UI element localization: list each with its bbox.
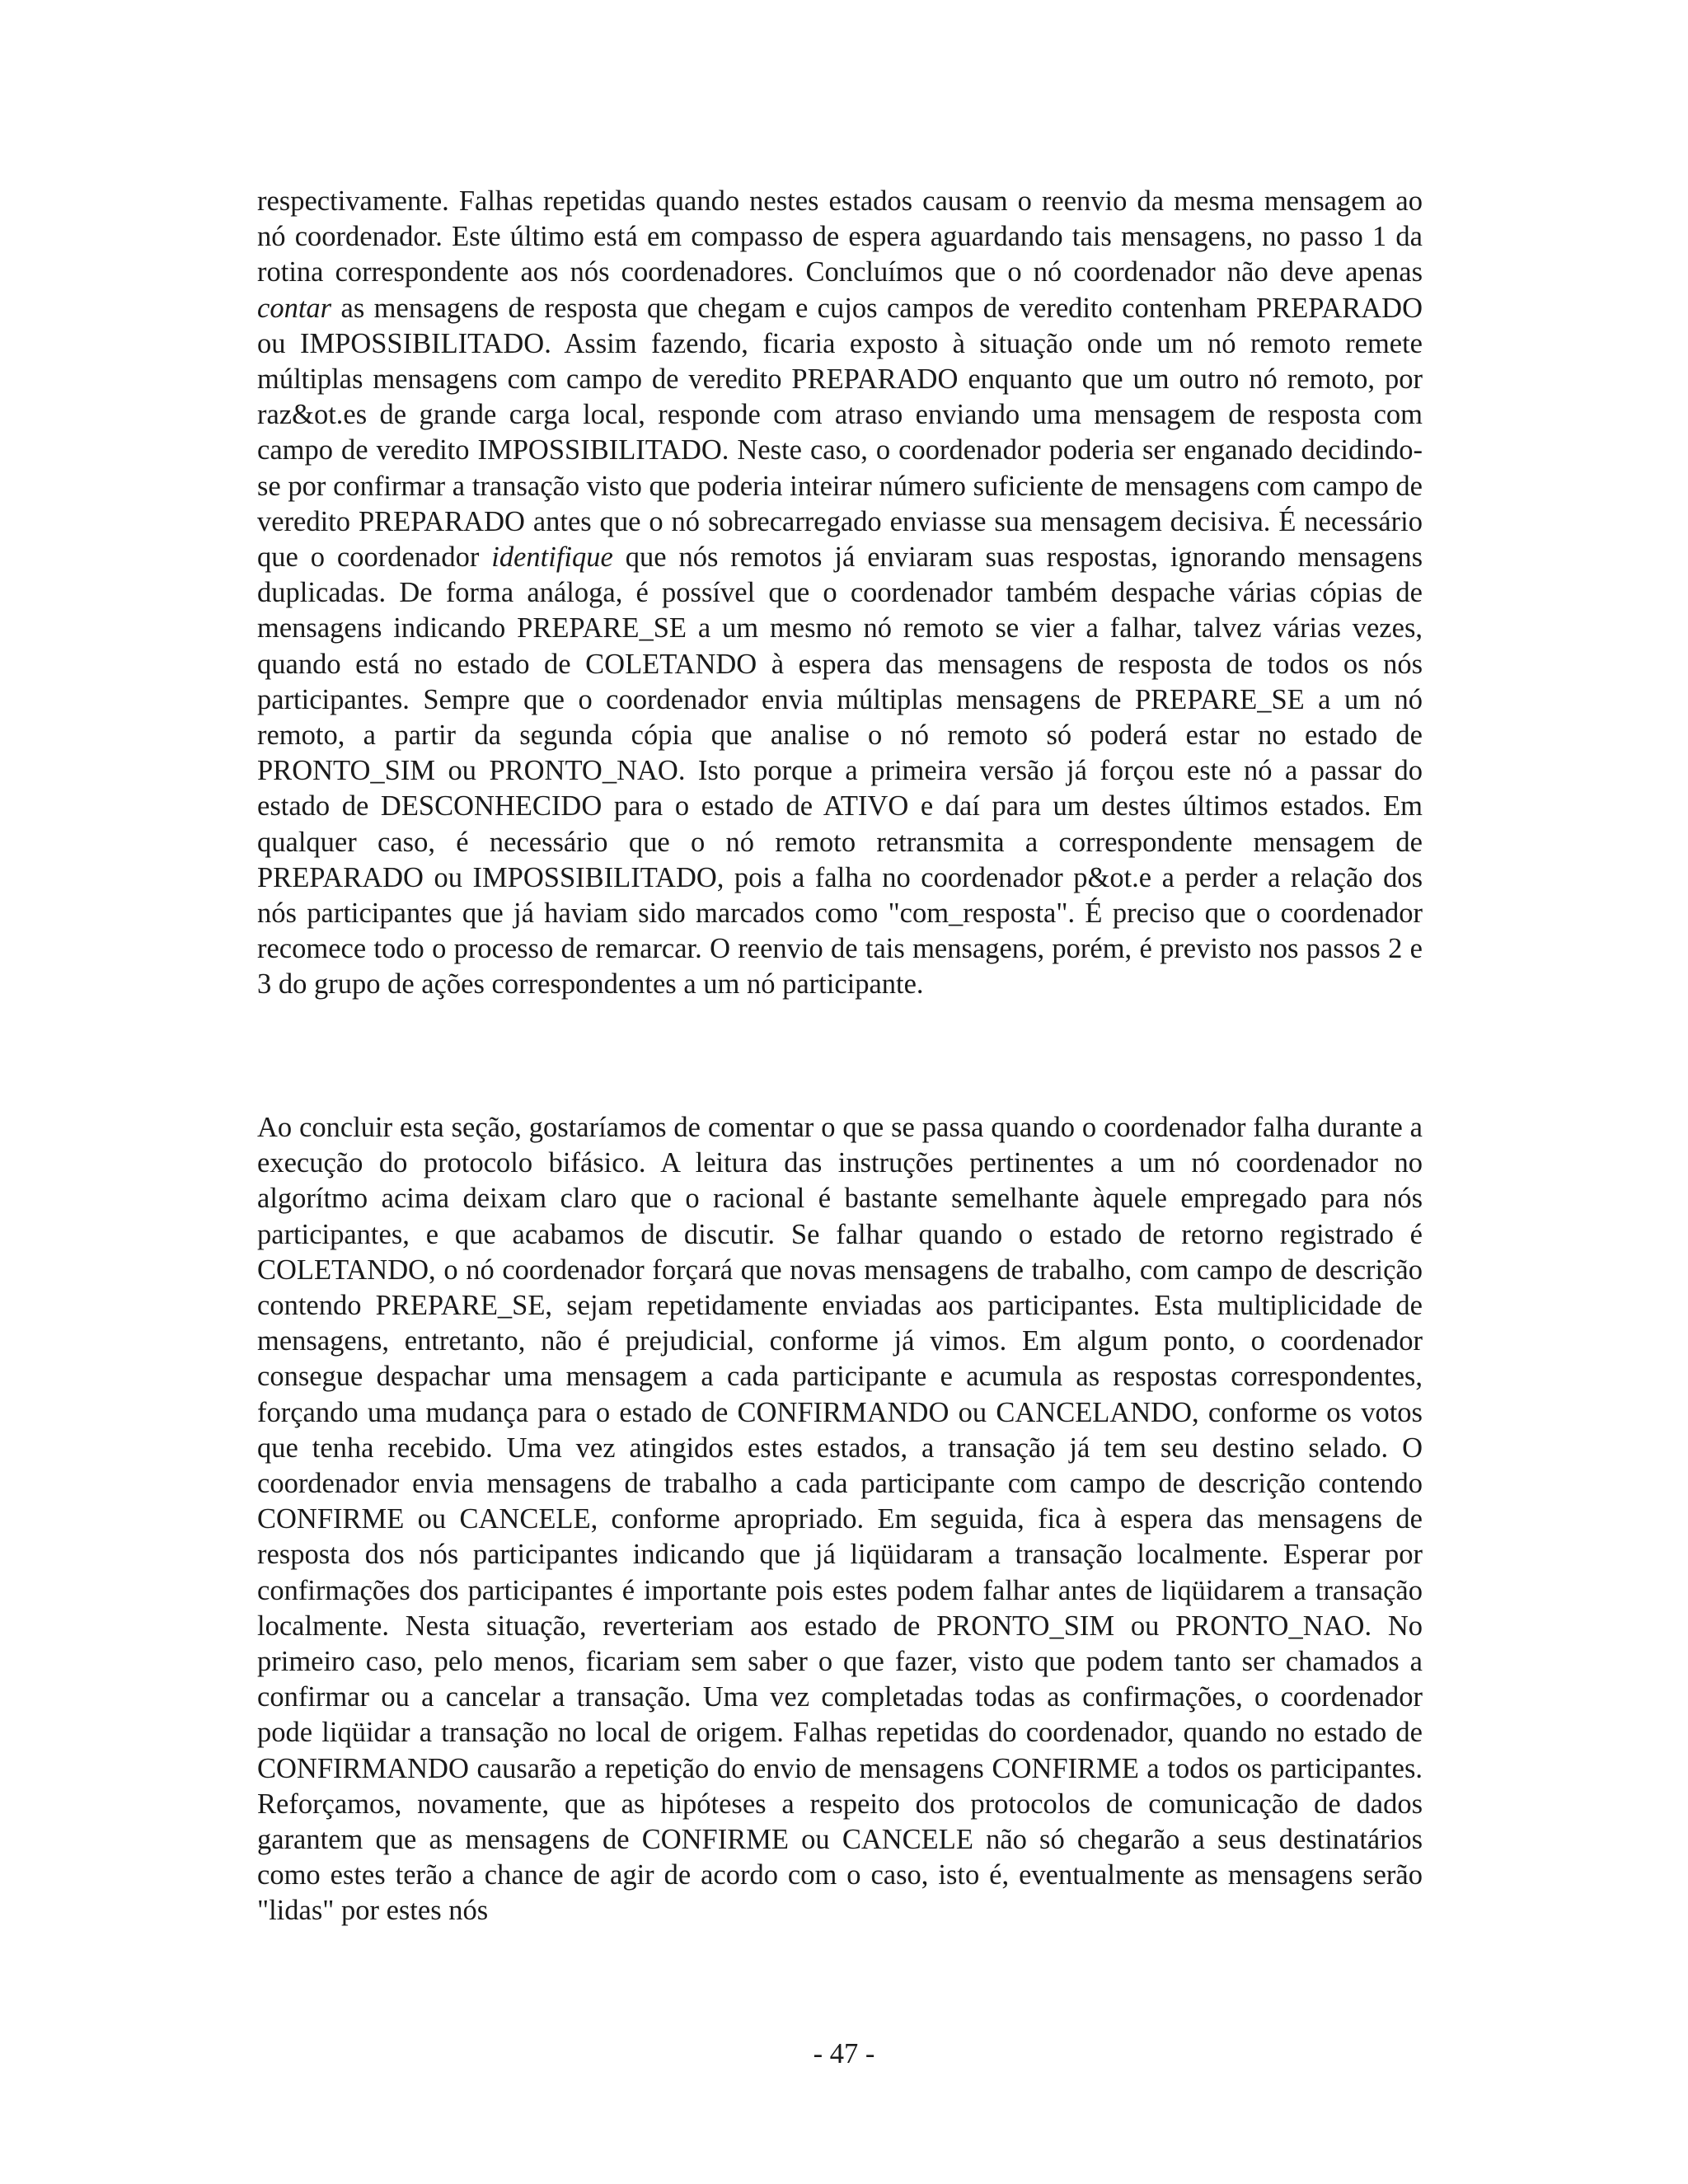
page-number: - 47 -: [813, 2038, 875, 2069]
emphasis-identifique: identifique: [491, 541, 613, 574]
emphasis-contar: contar: [257, 292, 332, 324]
paragraph-1-text-part-3: que nós remotos já enviaram suas respostas, ignorando mensagens duplicadas. De forma análoga, é possível que o coordenador também despache várias cópias de mensagens indicando PREPARE_SE a um mesmo nó remoto se vier a falhar, talvez várias vezes, quando está no estado de COLETANDO à espera das mensagens de resposta de todos os nós participantes. Sempre que o coordenador envia múltiplas mensagens de PREPARE_SE a um nó remoto, a partir da segunda cópia que analise o nó remoto só poderá estar no estado de PRONTO_SIM ou PRONTO_NAO. Isto porque a primeira versão já forçou este nó a passar do estado de DESCONHECIDO para o estado de ATIVO e daí para um destes últimos estados. Em qualquer caso, é necessário que o nó remoto retransmita a correspondente mensagem de PREPARADO ou IMPOSSIBILITADO, pois a falha no coordenador p&ot.e a perder a relação dos nós participantes que já haviam sido marcados como "com_resposta". É preciso que o coordenador recomece todo o processo de remarcar. O reenvio de tais mensagens, porém, é previsto nos passos 2 e 3 do grupo de ações correspondentes a um nó participante.: [257, 541, 1423, 1001]
body-paragraph-1: [257, 184, 1423, 1003]
paragraph-1-text-part-2: as mensagens de resposta que chegam e cujos campos de veredito contenham PREPARADO ou IMPOSSIBILITADO. Assim fazendo, ficaria exposto à situação onde um nó remoto remete múltiplas mensagens com campo de veredito PREPARADO enquanto que um outro nó remoto, por raz&ot.es de grande carga local, responde com atraso enviando uma mensagem de resposta com campo de veredito IMPOSSIBILITADO. Neste caso, o coordenador poderia ser enganado decidindo-se por confirmar a transação visto que poderia inteirar número suficiente de mensagens com campo de veredito PREPARADO antes que o nó sobrecarregado enviasse sua mensagem decisiva. É necessário que o coordenador: [257, 292, 1423, 574]
body-paragraph-2: Ao concluir esta seção, gostaríamos de comentar o que se passa quando o coordenador falha durante a execução do protocolo bifásico. A leitura das instruções pertinentes a um nó coordenador no algorítmo acima deixam claro que o racional é bastante semelhante àquele empregado para nós participantes, e que acabamos de discutir. Se falhar quando o estado de retorno registrado é COLETANDO, o nó coordenador forçará que novas mensagens de trabalho, com campo de descrição contendo PREPARE_SE, sejam repetidamente enviadas aos participantes. Esta multiplicidade de mensagens, entretanto, não é prejudicial, conforme já vimos. Em algum ponto, o coordenador consegue despachar uma mensagem a cada participante e acumula as respostas correspondentes, forçando uma mudança para o estado de CONFIRMANDO ou CANCELANDO, conforme os votos que tenha recebido. Uma vez atingidos estes estados, a transação já tem seu destino selado. O coordenador envia mensagens de trabalho a cada participante com campo de descrição contendo CONFIRME ou CANCELE, conforme apropriado. Em seguida, fica à espera das mensagens de resposta dos nós participantes indicando que já liqüidaram a transação localmente. Esperar por confirmações dos participantes é importante pois estes podem falhar antes de liqüidarem a transação localmente. Nesta situação, reverteriam aos estado de PRONTO_SIM ou PRONTO_NAO. No primeiro caso, pelo menos, ficariam sem saber o que fazer, visto que podem tanto ser chamados a confirmar ou a cancelar a transação. Uma vez completadas todas as confirmações, o coordenador pode liqüidar a transação no local de origem. Falhas repetidas do coordenador, quando no estado de CONFIRMANDO causarão a repetição do envio de mensagens CONFIRME a todos os participantes. Reforçamos, novamente, que as hipóteses a respeito dos protocolos de comunicação de dados garantem que as mensagens de CONFIRME ou CANCELE não só chegarão a seus destinatários como estes terão a chance de agir de acordo com o caso, isto é, eventualmente as mensagens serão "lidas" por estes nós: [257, 1112, 1423, 1927]
paragraph-1-text-part-1: respectivamente. Falhas repetidas quando nestes estados causam o reenvio da mesma mensagem ao nó coordenador. Este último está em compasso de espera aguardando tais mensagens, no passo 1 da rotina correspondente aos nós coordenadores. Concluímos que o nó coordenador não deve apenas: [257, 185, 1423, 288]
